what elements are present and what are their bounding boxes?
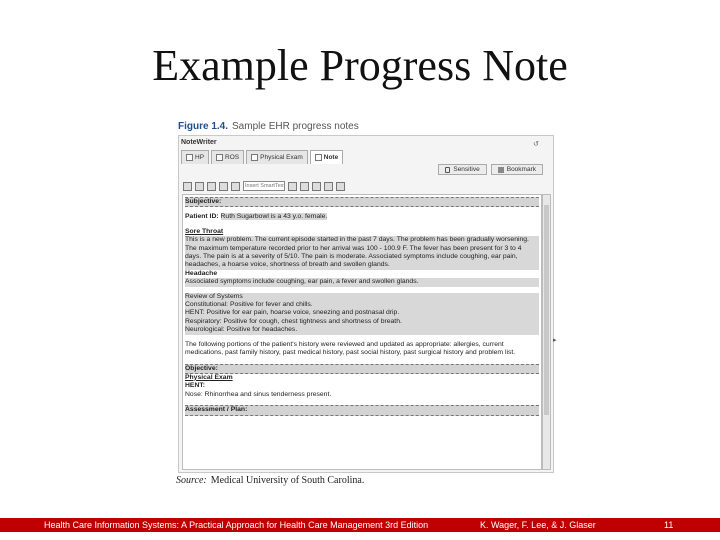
note-editor[interactable] <box>182 194 542 470</box>
tab-note-label: Note <box>323 154 339 161</box>
smarttext-input[interactable] <box>243 181 285 191</box>
hp-icon <box>186 154 193 161</box>
objective-heading: Objective: <box>185 364 539 374</box>
physical-exam-icon <box>251 154 258 161</box>
figure-number: Figure 1.4. <box>178 121 229 132</box>
physical-exam-heading: Physical Exam <box>185 373 233 381</box>
ros-hent: HENT: Positive for ear pain, hoarse voice, sneezing and postnasal drip. <box>185 309 539 317</box>
footer-book: Health Care Information Systems: A Practical Approach for Health Care Management 3rd Edition <box>44 520 429 530</box>
lock-icon <box>445 167 450 173</box>
patient-id-line <box>185 213 539 221</box>
note-icon <box>315 154 322 161</box>
bold-icon[interactable] <box>183 182 192 191</box>
headache-heading: Headache <box>185 269 218 277</box>
subjective-heading: Subjective: <box>185 197 539 207</box>
ros-respiratory: Respiratory: Positive for cough, chest tightness and shortness of breath. <box>185 318 539 326</box>
footer-page-number: 11 <box>664 520 674 530</box>
figure-caption-text: Sample EHR progress notes <box>232 121 359 132</box>
tab-physical-exam-label: Physical Exam <box>260 154 303 161</box>
note-text <box>183 195 541 418</box>
slide-title: Example Progress Note <box>152 41 568 90</box>
tools-icon[interactable] <box>324 182 333 191</box>
tab-ros[interactable] <box>211 150 244 164</box>
tab-hp[interactable] <box>181 150 209 164</box>
save-icon[interactable] <box>312 182 321 191</box>
app-title: NoteWriter <box>181 139 217 146</box>
figure-caption <box>178 121 359 132</box>
tab-hp-label: HP <box>195 154 205 161</box>
editor-scrollbar[interactable] <box>542 194 551 470</box>
figure <box>172 115 560 493</box>
bookmark-button[interactable] <box>491 164 543 175</box>
note-tabs <box>181 150 345 164</box>
assessment-heading: Assessment / Plan: <box>185 405 539 415</box>
insert-icon[interactable] <box>207 182 216 191</box>
source-label: Source: <box>176 475 207 486</box>
figure-source <box>176 475 364 486</box>
add-icon[interactable] <box>288 182 297 191</box>
bookmark-icon <box>498 167 504 173</box>
sore-throat-text: This is a new problem. The current episode started in the past 7 days. The problem has been gradually worsening. The maximum temperature recorded prior to her arrival was 100 - 100.9 F. The fever has been present for 3 to 4 days. The pain is at a severity of 5/10. The pain is moderate. Associated symptoms include coughing, ear pain, headaches, a hoarse voice, shortness of breath and swollen glands. <box>185 236 539 270</box>
notewriter-window <box>178 135 557 473</box>
ros-constitutional: Constitutional: Positive for fever and chills. <box>185 301 539 309</box>
patient-id-text: Ruth Sugarbowl is a 43 y.o. female. <box>220 213 328 221</box>
source-text: Medical University of South Carolina. <box>210 475 365 486</box>
sore-throat-heading: Sore Throat <box>185 227 224 235</box>
collapse-arrow-icon[interactable]: ▸ <box>553 337 557 344</box>
tab-note[interactable] <box>310 150 343 164</box>
template-icon[interactable] <box>195 182 204 191</box>
note-options <box>438 164 543 175</box>
slide-footer <box>0 518 720 532</box>
spellcheck-icon[interactable] <box>300 182 309 191</box>
headache-text: Associated symptoms include coughing, ear pain, a fever and swollen glands. <box>185 278 539 286</box>
ros-heading: Review of Systems <box>185 293 539 301</box>
history-text: The following portions of the patient's history were reviewed and updated as appropriate: allergies, current medications, past family history, past medical history, past social history, past surgical history and problem list. <box>185 340 516 357</box>
bookmark-label: Bookmark <box>506 166 536 173</box>
grid-icon[interactable] <box>336 182 345 191</box>
paste-icon[interactable] <box>231 182 240 191</box>
tab-ros-label: ROS <box>225 154 240 161</box>
tab-physical-exam[interactable] <box>246 150 308 164</box>
copy-icon[interactable] <box>219 182 228 191</box>
refresh-icon[interactable]: ↺ <box>533 141 539 148</box>
footer-authors: K. Wager, F. Lee, & J. Glaser <box>480 520 596 530</box>
ros-icon <box>216 154 223 161</box>
ros-neurological: Neurological: Positive for headaches. <box>185 326 539 334</box>
editor-toolbar <box>183 179 345 193</box>
hent-heading: HENT: <box>185 382 206 390</box>
patient-id-label: Patient ID: <box>185 213 219 221</box>
nose-finding: Nose: Rhinorrhea and sinus tenderness present. <box>185 390 332 398</box>
sensitive-button[interactable] <box>438 164 486 175</box>
scrollbar-thumb[interactable] <box>544 205 549 415</box>
sensitive-label: Sensitive <box>453 166 480 173</box>
